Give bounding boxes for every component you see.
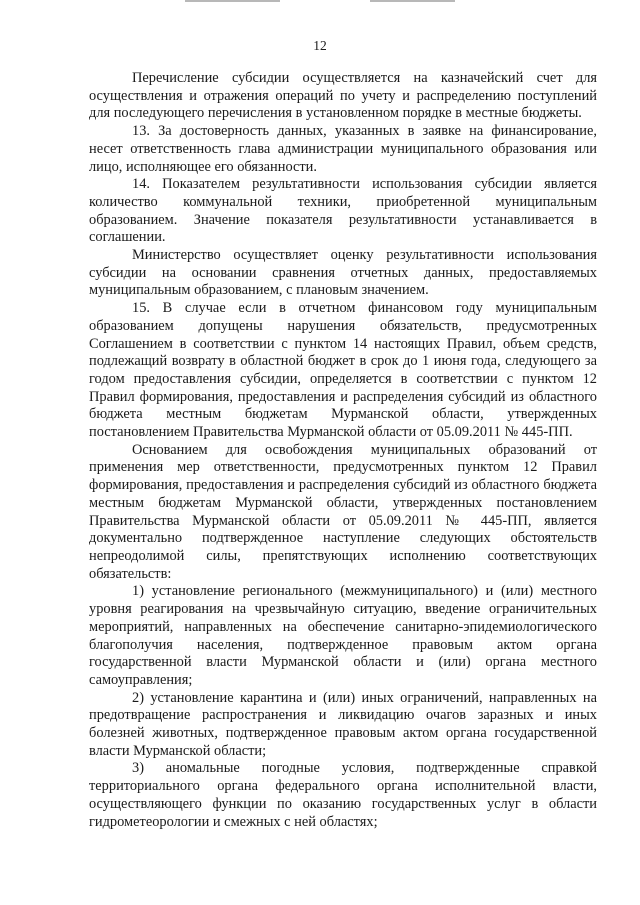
paragraph-subsidy-transfer: Перечисление субсидии осуществляется на казначейский счет для осуществления и отражения операций по учету и распределению поступлений для последующего перечисления в установленном порядке в местные бюджеты.	[89, 70, 597, 122]
top-rule-right	[370, 0, 455, 2]
paragraph-exemption-grounds: Основанием для освобождения муниципальных образований от применения мер ответственности, предусмотренных пунктом 12 Правил формирования, предоставления и распределения субсидий из областного бюджета местным бюджетам Мурманской области, утвержденных постановлением Правительства Мурманской области от 05.09.2011 № 445-ПП, является документально подтвержденное наступление следующих обстоятельств непреодолимой силы, препятствующих исполнению соответствующих обязательств:	[89, 441, 597, 582]
list-item-2: 2) установление карантина и (или) иных ограничений, направленных на предотвращение распространения и ликвидацию очагов заразных и иных болезней животных, подтвержденное правовым актом органа государственной власти Мурманской области;	[89, 689, 597, 759]
document-body	[89, 70, 597, 831]
paragraph-14: 14. Показателем результативности использования субсидии является количество коммунальной техники, приобретенной муниципальным образованием. Значение показателя результативности устанавливается в соглашении.	[89, 176, 597, 246]
top-rule-left	[185, 0, 280, 2]
paragraph-15: 15. В случае если в отчетном финансовом году муниципальным образованием допущены нарушения обязательств, предусмотренных Соглашением в соответствии с пунктом 14 настоящих Правил, объем средств, подлежащий возврату в областной бюджет в срок до 1 июня года, следующего за годом предоставления субсидии, определяется в соответствии с пунктом 12 Правил формирования, предоставления и распределения субсидий из областного бюджета местным бюджетам Мурманской области, утвержденных постановлением Правительства Мурманской области от 05.09.2011 № 445-ПП.	[89, 300, 597, 441]
list-item-3: 3) аномальные погодные условия, подтвержденные справкой территориального органа федерального органа исполнительной власти, осуществляющего функции по оказанию государственных услуг в области гидрометеорологии и смежных с ней областях;	[89, 760, 597, 830]
page-number: 12	[313, 38, 327, 53]
paragraph-ministry-evaluation: Министерство осуществляет оценку результативности использования субсидии на основании сравнения отчетных данных, предоставляемых муниципальным образованием, с плановым значением.	[89, 247, 597, 299]
list-item-1: 1) установление регионального (межмуниципального) и (или) местного уровня реагирования на чрезвычайную ситуацию, введение ограничительных мероприятий, направленных на обеспечение санитарно-эпидемиологического благополучия населения, подтвержденное правовым актом органа государственной власти Мурманской области и (или) органа местного самоуправления;	[89, 583, 597, 688]
paragraph-13: 13. За достоверность данных, указанных в заявке на финансирование, несет ответственность глава администрации муниципального образования или лицо, исполняющее его обязанности.	[89, 123, 597, 175]
